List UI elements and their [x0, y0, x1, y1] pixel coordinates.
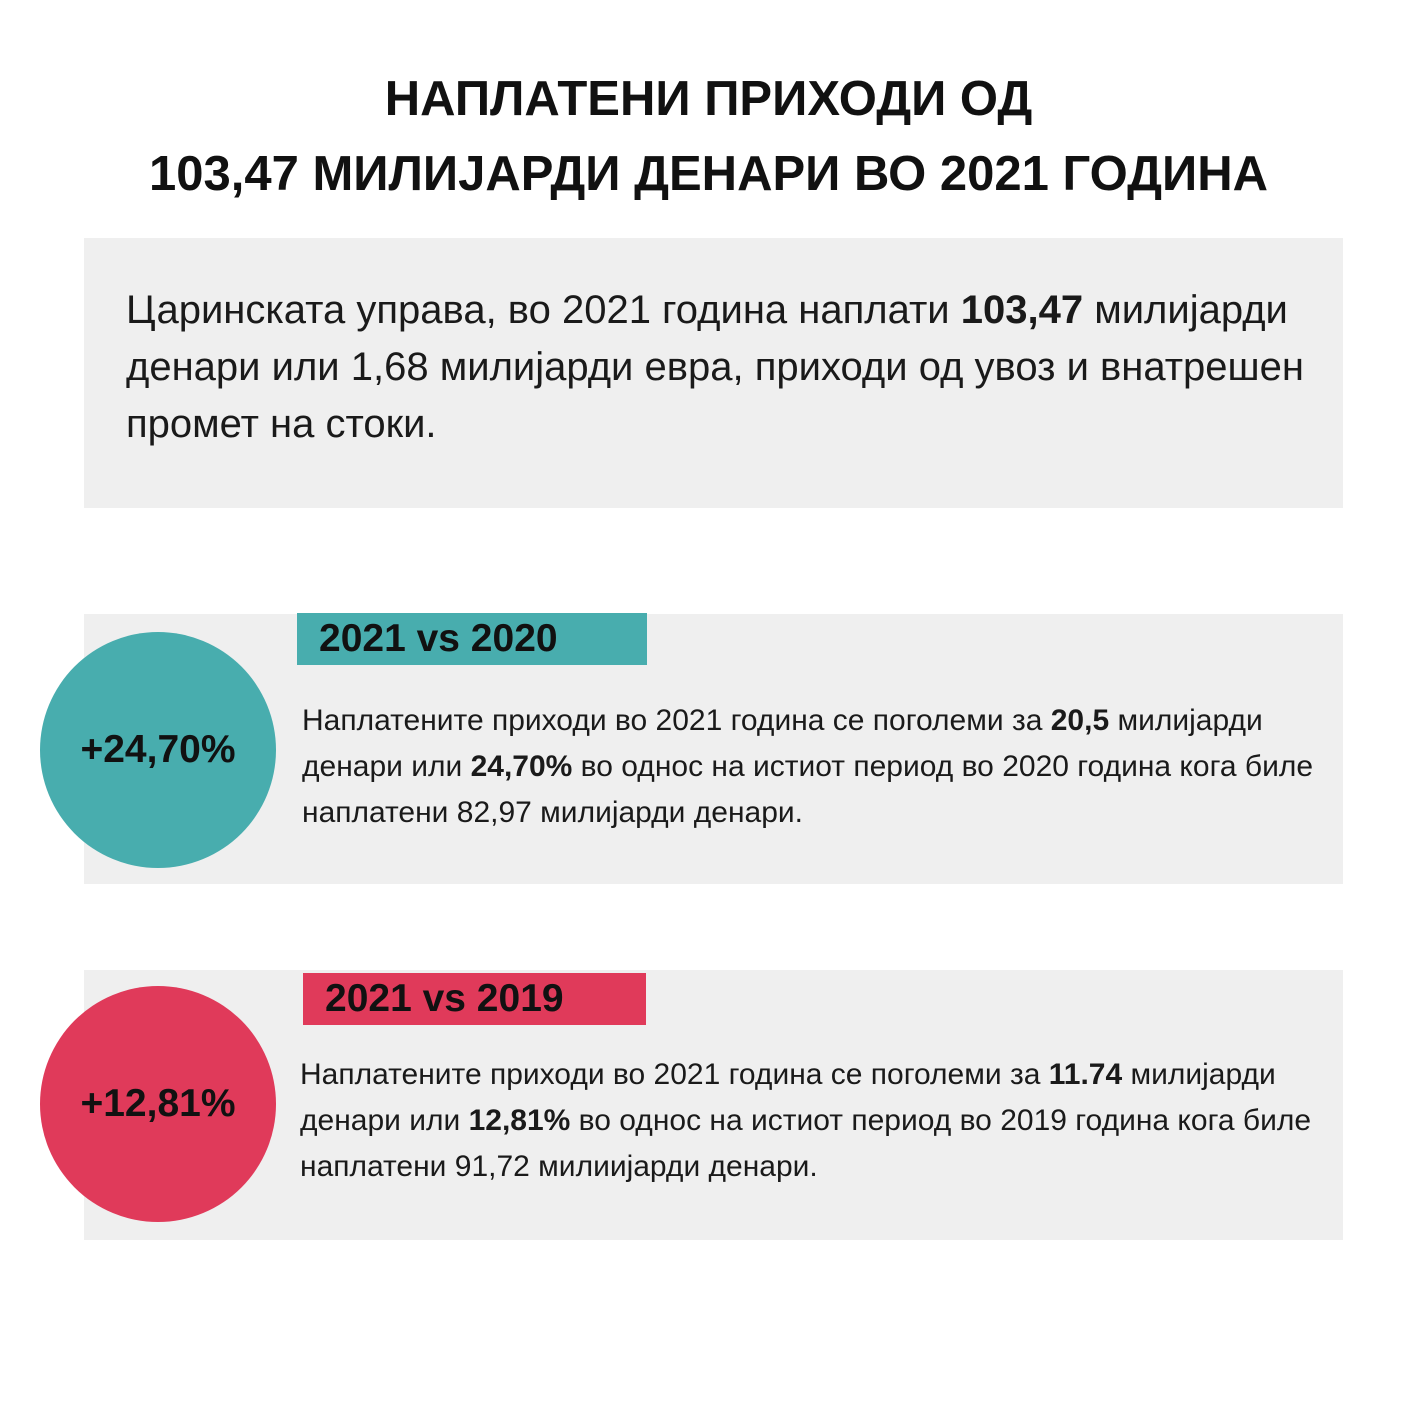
comparison-text-2020-part2: милијарди денари или: [302, 704, 1263, 783]
comparison-text-2020: [302, 698, 1352, 836]
comparison-text-2019-part2: милијарди денари или: [300, 1058, 1276, 1137]
title-line-2: 103,47 МИЛИЈАРДИ ДЕНАРИ ВО 2021 ГОДИНА: [149, 147, 1268, 201]
intro-highlight: 103,47: [960, 288, 1084, 332]
title-line-1: НАПЛАТЕНИ ПРИХОДИ ОД: [384, 72, 1033, 126]
comparison-text-2019-part1: Наплатените приходи во 2021 година се поголеми за: [300, 1058, 1049, 1091]
percent-value-2019: +12,81%: [80, 1082, 236, 1125]
comparison-amount-2019: 11.74: [1048, 1058, 1123, 1091]
percent-circle-2019: [40, 986, 276, 1222]
percent-circle-2020: [40, 632, 276, 868]
percent-value-2020: +24,70%: [80, 728, 236, 771]
comparison-percent-2020: 24,70%: [470, 750, 573, 783]
comparison-text-2019: [300, 1052, 1350, 1190]
page-title: [0, 62, 1417, 212]
intro-panel: [84, 238, 1343, 508]
comparison-text-2020-part1: Наплатените приходи во 2021 година се поголеми за: [302, 704, 1051, 737]
comparison-percent-2019: 12,81%: [468, 1104, 571, 1137]
intro-text: [126, 282, 1316, 453]
comparison-amount-2020: 20,5: [1050, 704, 1110, 737]
comparison-text-2020-part3: во однос на истиот период во 2020 година кога биле наплатени 82,97 милијарди денари.: [302, 750, 1314, 829]
intro-text-after: милијарди денари или 1,68 милијарди евра, приходи од увоз и внатрешен промет на стоки.: [126, 288, 1304, 446]
comparison-text-2019-part3: во однос на истиот период во 2019 година кога биле наплатени 91,72 милиијарди денари.: [300, 1104, 1312, 1183]
comparison-label-2019: 2021 vs 2019: [303, 973, 646, 1025]
comparison-label-2020: 2021 vs 2020: [297, 613, 647, 665]
intro-text-before: Царинската управа, во 2021 година наплати: [126, 288, 961, 332]
